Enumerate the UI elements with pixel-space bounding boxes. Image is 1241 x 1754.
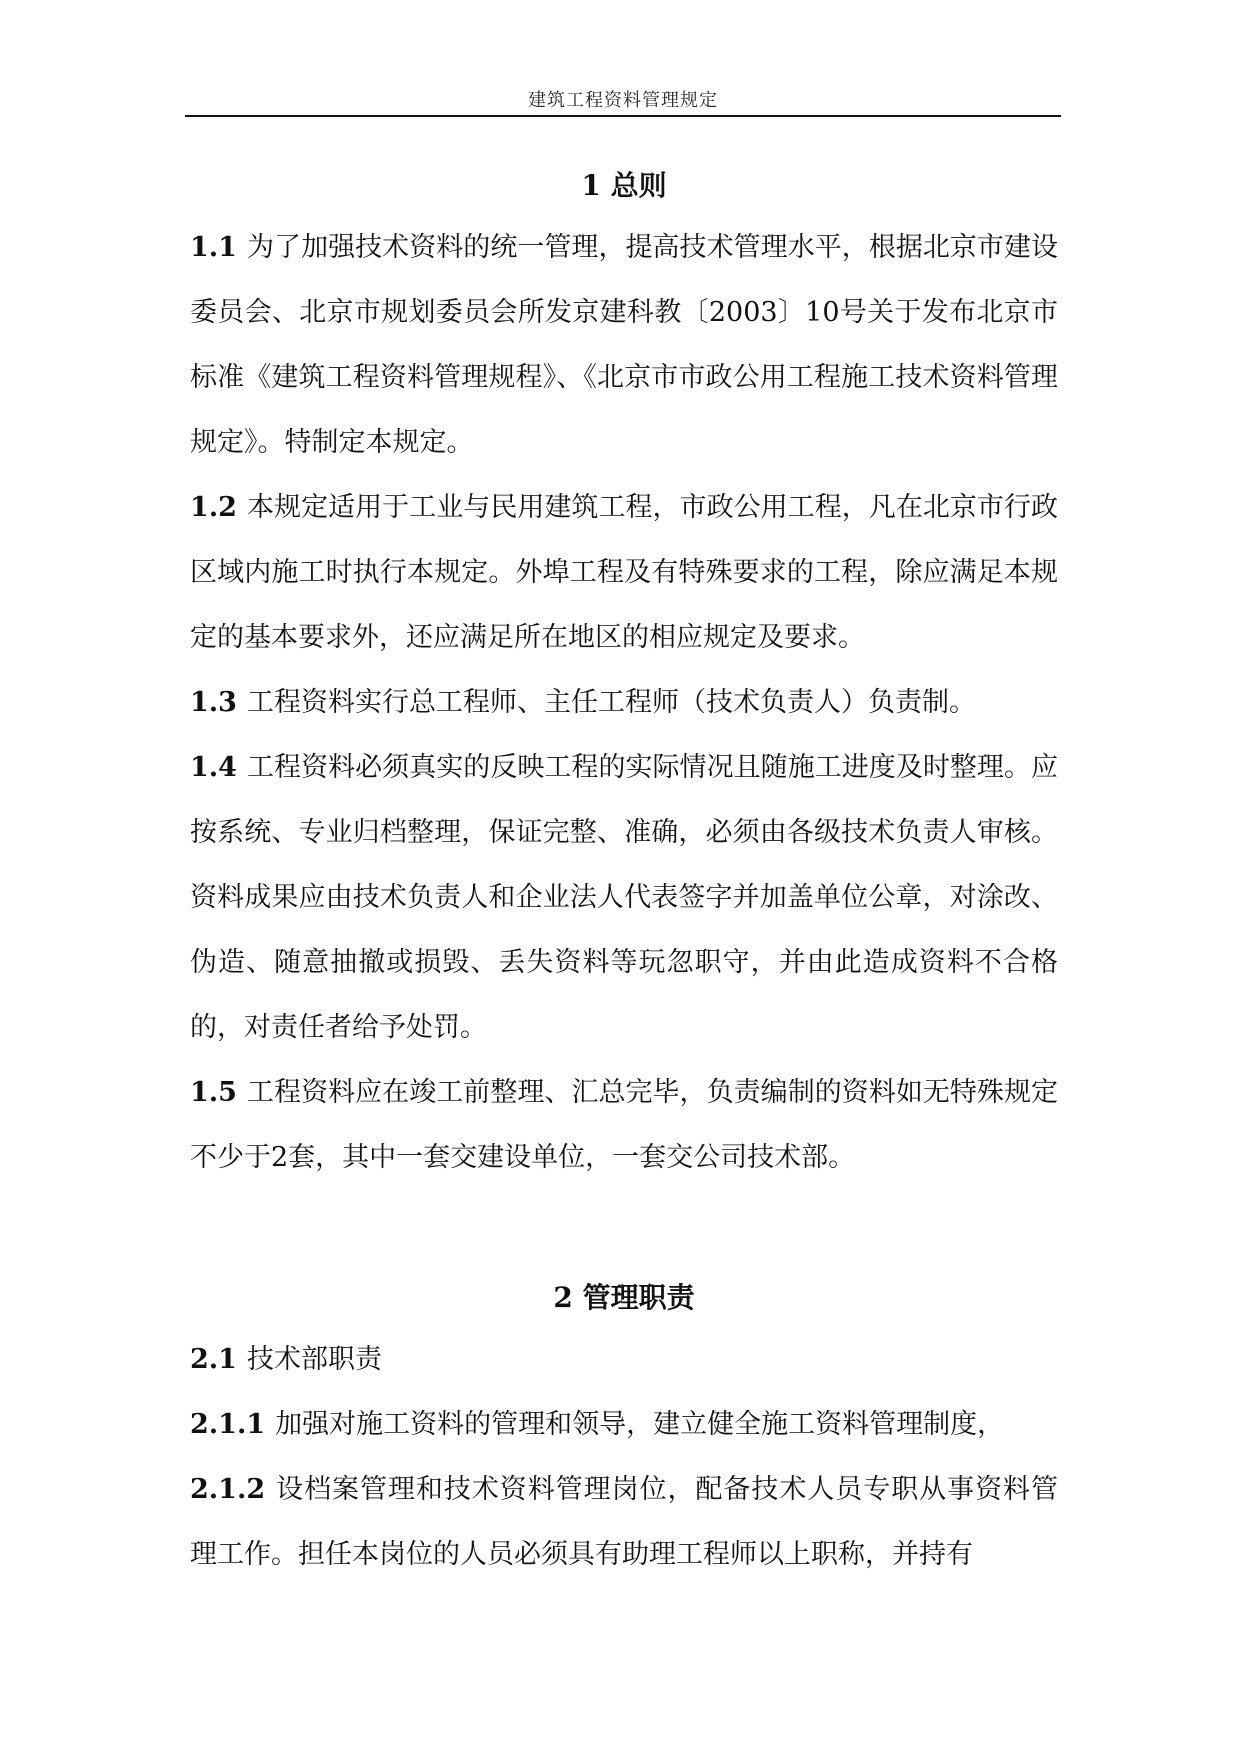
clause-number: 1.1 bbox=[190, 232, 237, 263]
clause-number: 1.5 bbox=[190, 1077, 237, 1108]
clause-1-3 bbox=[190, 670, 1058, 735]
clause-1-4 bbox=[190, 735, 1058, 1060]
clause-number: 2.1.2 bbox=[190, 1474, 266, 1505]
clause-text: 设档案管理和技术资料管理岗位，配备技术人员专职从事资料管理工作。担任本岗位的人员必须具有助理工程师以上职称，并持有 bbox=[190, 1474, 1058, 1570]
document-body bbox=[190, 157, 1058, 1587]
header-rule bbox=[185, 115, 1061, 117]
clause-number: 2.1.1 bbox=[190, 1409, 266, 1440]
clause-1-5 bbox=[190, 1060, 1058, 1190]
clause-number: 2.1 bbox=[190, 1344, 237, 1375]
clause-text: 加强对施工资料的管理和领导，建立健全施工资料管理制度， bbox=[275, 1409, 1005, 1440]
clause-text: 工程资料必须真实的反映工程的实际情况且随施工进度及时整理。应按系统、专业归档整理，保证完整、准确，必须由各级技术负责人审核。资料成果应由技术负责人和企业法人代表签字并加盖单位公章，对涂改、伪造、随意抽撤或损毁、丢失资料等玩忽职守，并由此造成资料不合格的，对责任者给予处罚。 bbox=[190, 752, 1058, 1043]
clause-2-1-2 bbox=[190, 1457, 1058, 1587]
clause-2-1-1 bbox=[190, 1392, 1058, 1457]
running-header: 建筑工程资料管理规定 bbox=[528, 90, 718, 111]
clause-2-1 bbox=[190, 1327, 1058, 1392]
clause-1-1 bbox=[190, 215, 1058, 475]
clause-number: 1.3 bbox=[190, 687, 237, 718]
section-title-responsibilities: 2 管理职责 bbox=[553, 1281, 695, 1314]
clause-text: 工程资料实行总工程师、主任工程师（技术负责人）负责制。 bbox=[246, 687, 976, 718]
section-title-general: 1 总则 bbox=[581, 169, 667, 202]
clause-text: 为了加强技术资料的统一管理，提高技术管理水平，根据北京市建设委员会、北京市规划委员会所发京建科教〔2003〕10号关于发布北京市标准《建筑工程资料管理规程》、《北京市市政公用工程施工技术资料管理规定》。特制定本规定。 bbox=[190, 232, 1058, 458]
clause-number: 1.4 bbox=[190, 752, 237, 783]
clause-1-2 bbox=[190, 475, 1058, 670]
clause-text: 技术部职责 bbox=[246, 1344, 382, 1375]
clause-number: 1.2 bbox=[190, 492, 237, 523]
clause-text: 本规定适用于工业与民用建筑工程，市政公用工程，凡在北京市行政区域内施工时执行本规定。外埠工程及有特殊要求的工程，除应满足本规定的基本要求外，还应满足所在地区的相应规定及要求。 bbox=[190, 492, 1058, 653]
clause-text: 工程资料应在竣工前整理、汇总完毕，负责编制的资料如无特殊规定不少于2套，其中一套交建设单位，一套交公司技术部。 bbox=[190, 1077, 1058, 1173]
